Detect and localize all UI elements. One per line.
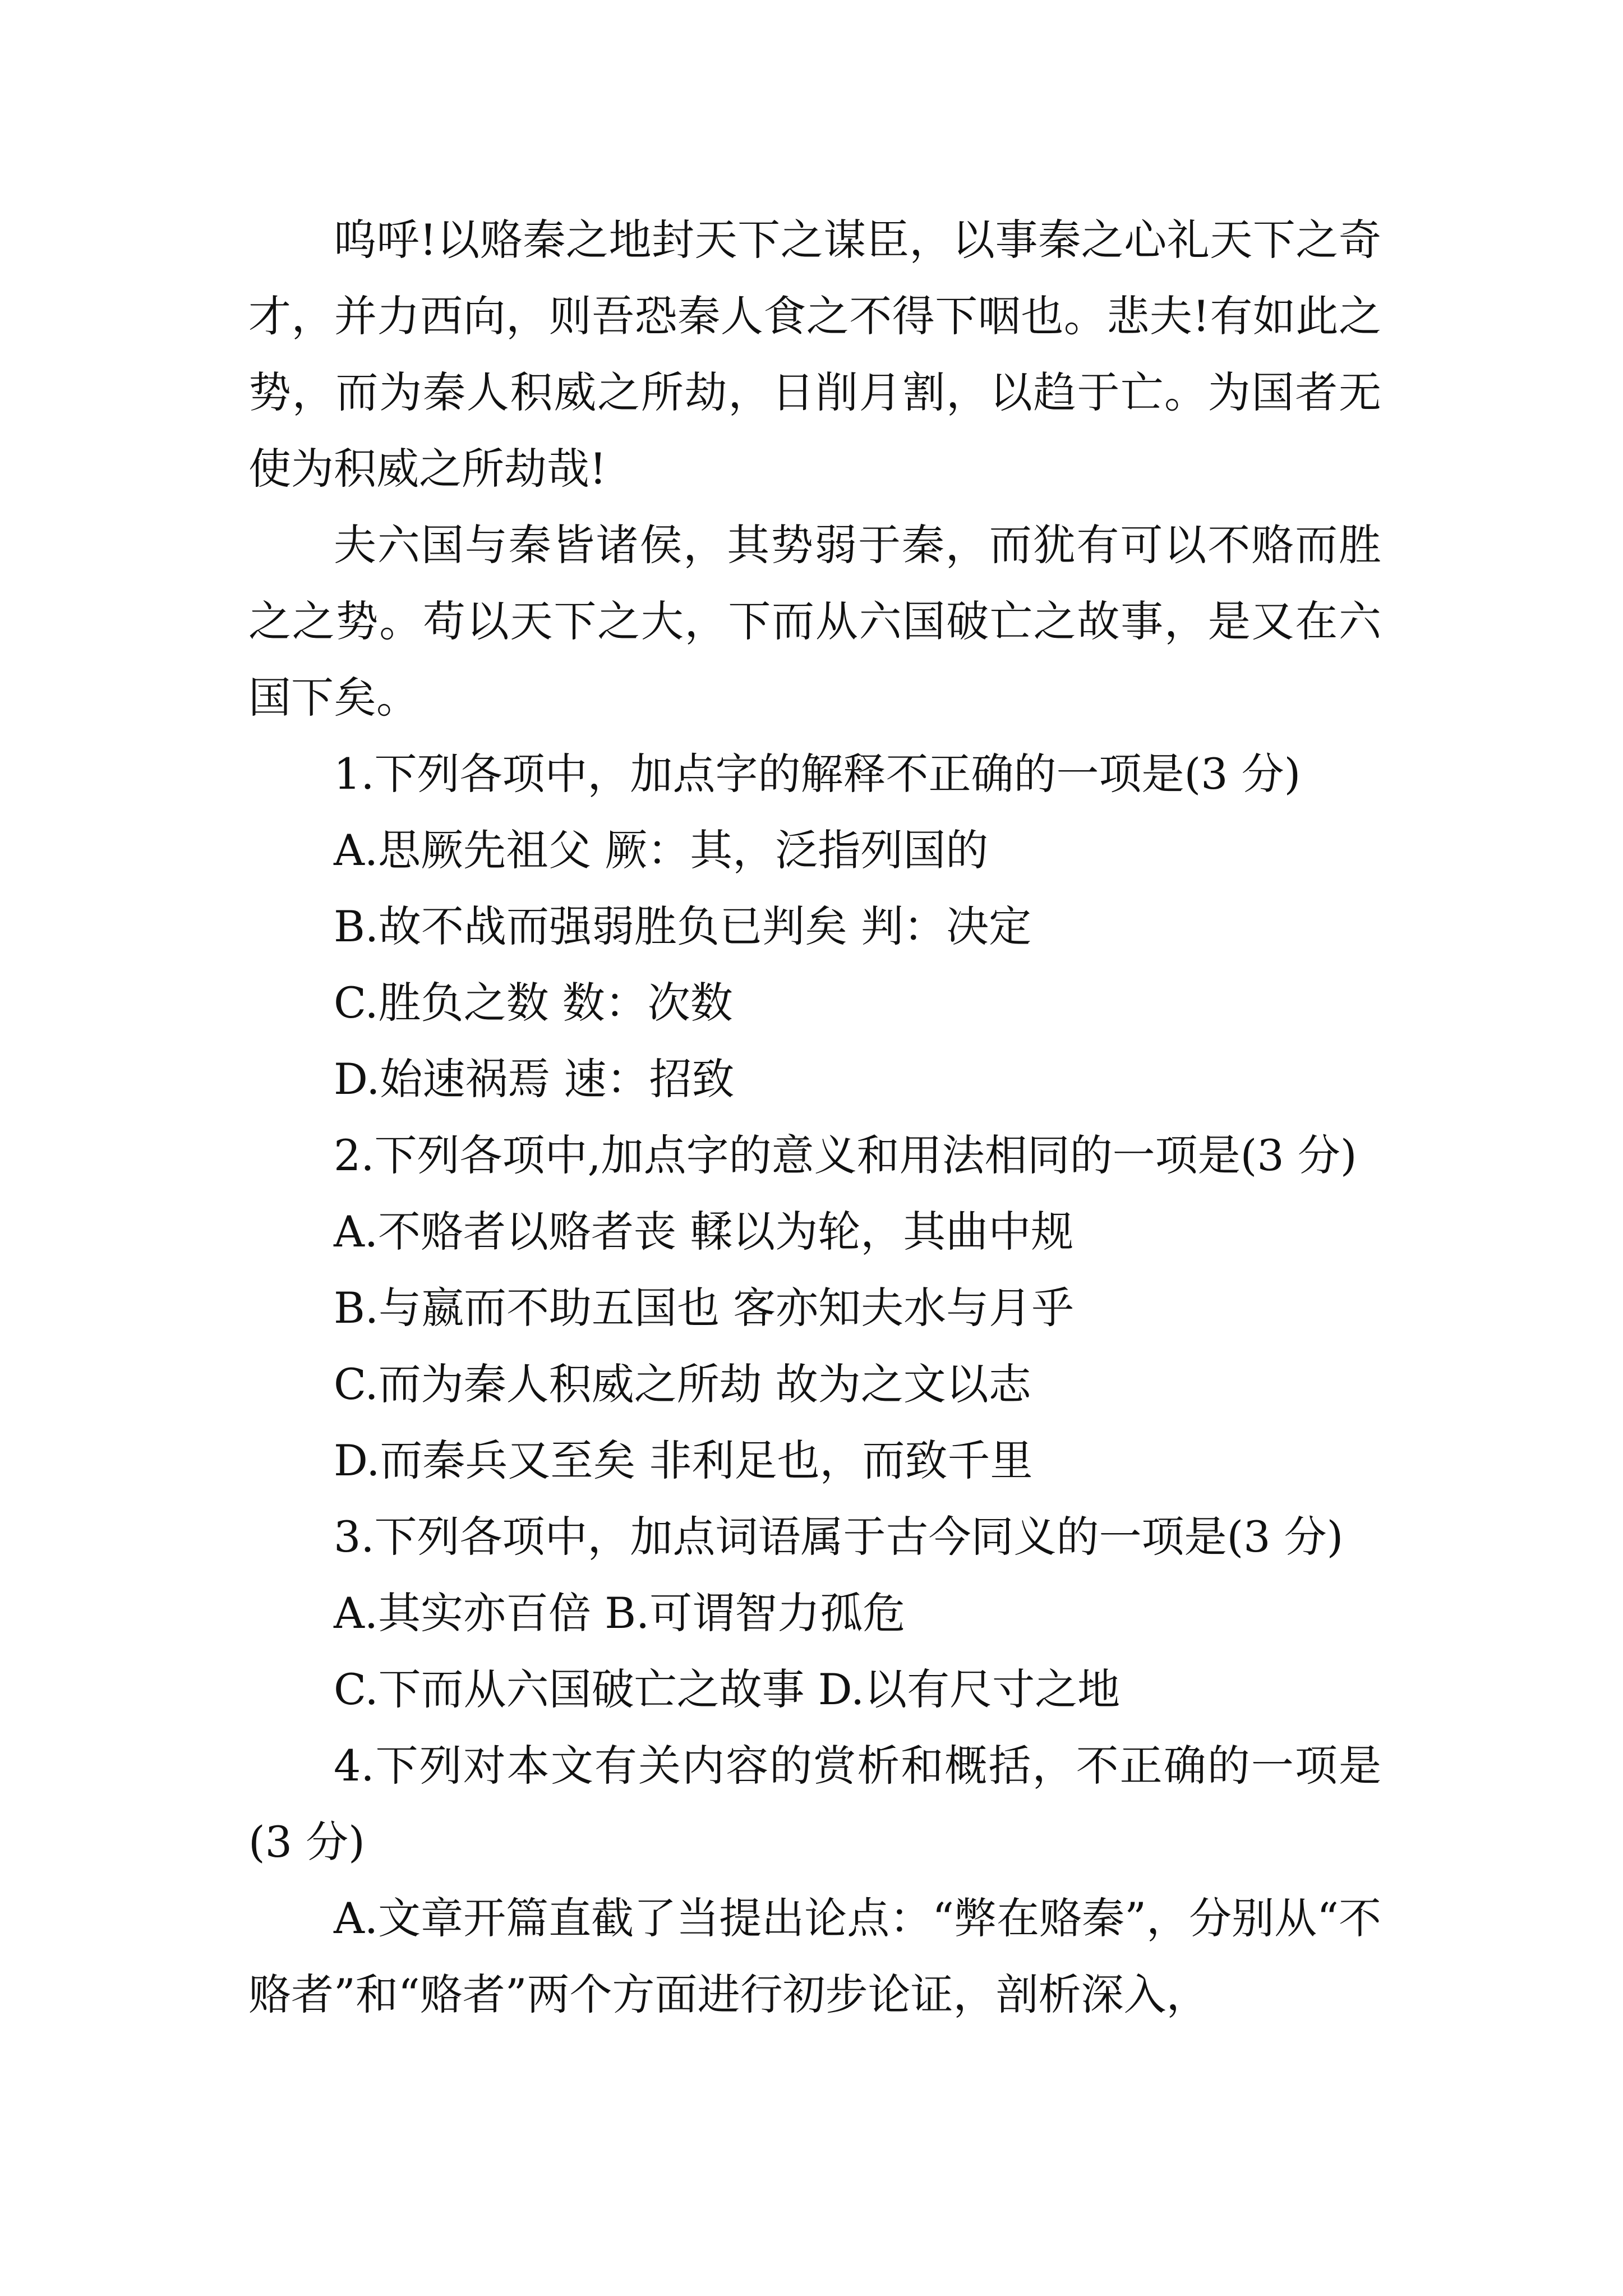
question-4-option-a: A.文章开篇直截了当提出论点：“弊在赂秦”，分别从“不赂者”和“赂者”两个方面进行初步论证，剖析深入， [248,1893,1381,2019]
question-2-option-b: B.与嬴而不助五国也 客亦知夫水与月乎 [334,1283,1075,1333]
question-3-options-cd: C.下而从六国破亡之故事 D.以有尺寸之地 [334,1664,1121,1714]
passage-paragraph-1: 呜呼!以赂秦之地封天下之谋臣，以事秦之心礼天下之奇才，并力西向，则吾恐秦人食之不得下咽也。悲夫!有如此之势，而为秦人积威之所劫，日削月割，以趋于亡。为国者无使为积威之所劫哉! [248,215,1381,494]
question-2-stem: 2.下列各项中,加点字的意义和用法相同的一项是(3 分) [334,1130,1357,1180]
question-2-option-c: C.而为秦人积威之所劫 故为之文以志 [334,1359,1031,1409]
passage-paragraph-2: 夫六国与秦皆诸侯，其势弱于秦，而犹有可以不赂而胜之之势。苟以天下之大，下而从六国破亡之故事，是又在六国下矣。 [248,520,1381,723]
question-1-option-d: D.始速祸焉 速：招致 [334,1054,735,1104]
question-4-stem: 4.下列对本文有关内容的赏析和概括，不正确的一项是(3 分) [248,1741,1381,1867]
question-3-stem: 3.下列各项中，加点词语属于古今同义的一项是(3 分) [334,1512,1344,1562]
question-1-option-b: B.故不战而强弱胜负已判矣 判：决定 [334,901,1032,951]
question-3-options-ab: A.其实亦百倍 B.可谓智力孤危 [334,1588,906,1638]
question-2-option-a: A.不赂者以赂者丧 輮以为轮，其曲中规 [334,1207,1074,1257]
document-page [248,202,1381,2033]
question-1-option-c: C.胜负之数 数：次数 [334,978,733,1028]
question-1-stem: 1.下列各项中，加点字的解释不正确的一项是(3 分) [334,749,1301,799]
question-1-option-a: A.思厥先祖父 厥：其，泛指列国的 [334,825,989,875]
question-2-option-d: D.而秦兵又至矣 非利足也，而致千里 [334,1435,1033,1485]
